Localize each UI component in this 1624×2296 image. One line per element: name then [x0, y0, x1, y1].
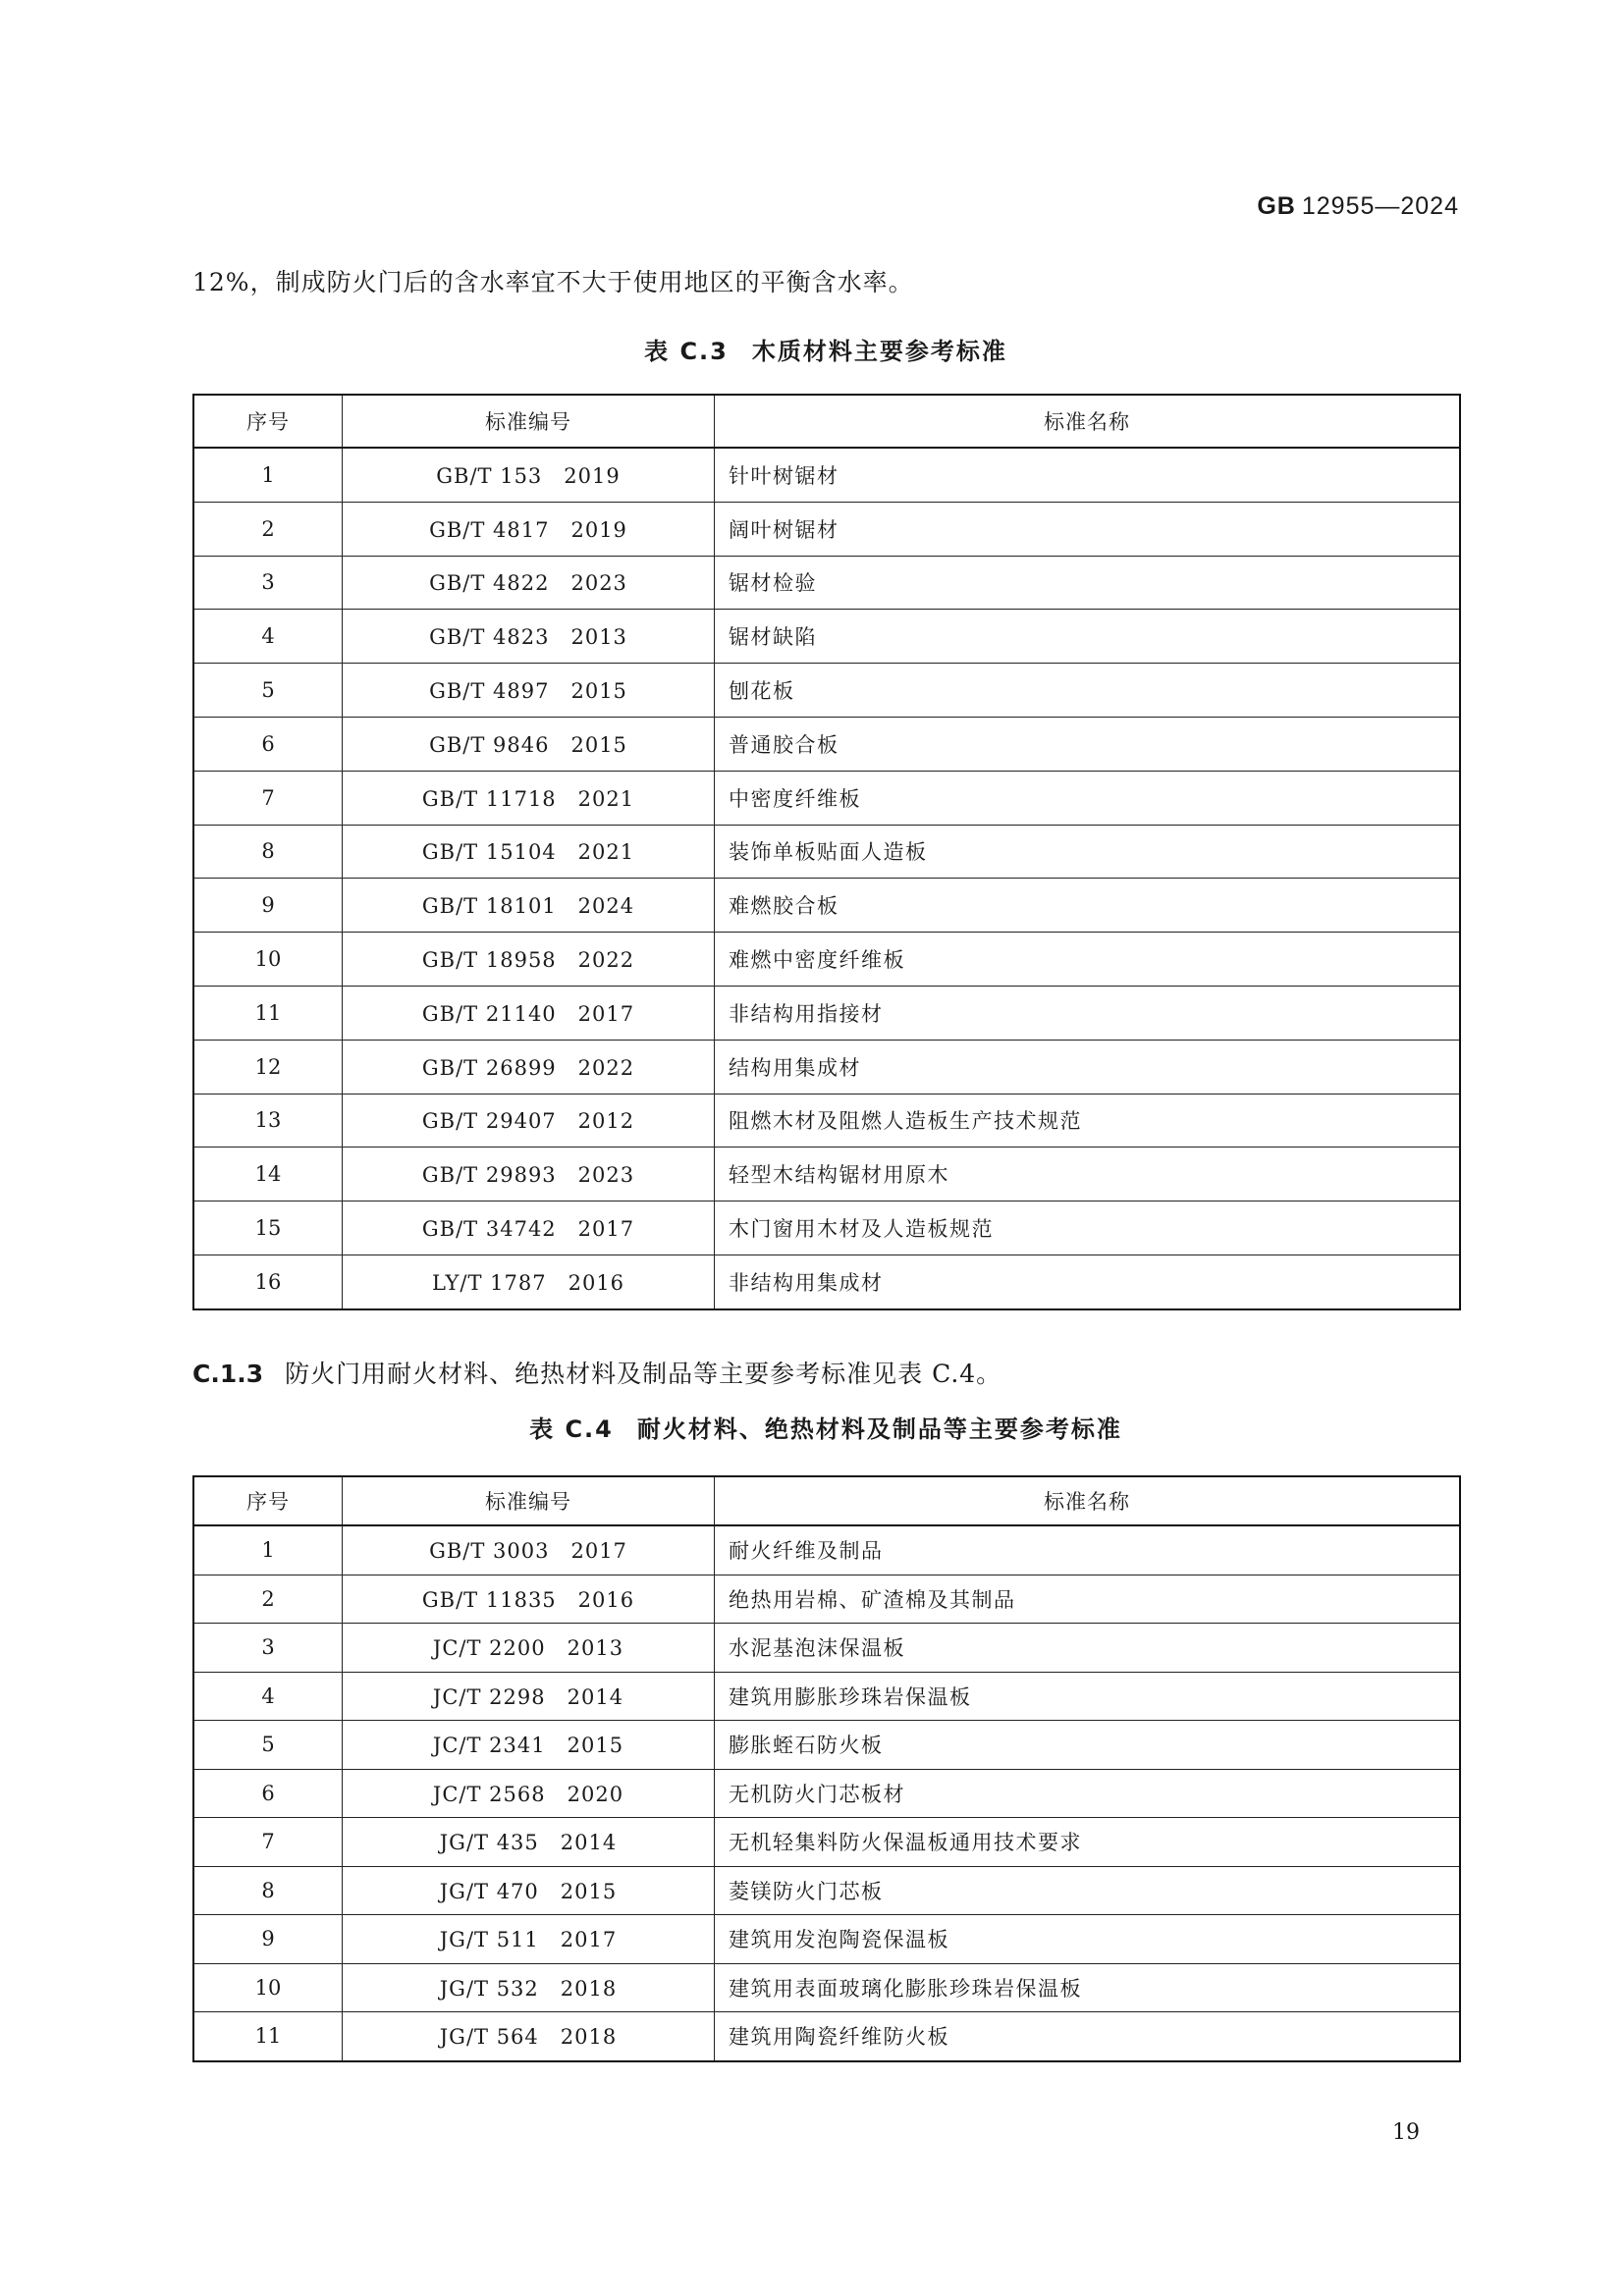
standard-code: JG/T 532 2018: [343, 1963, 715, 2012]
standard-name: 非结构用集成材: [715, 1255, 1461, 1308]
row-number: 2: [193, 1575, 343, 1624]
standard-code: GB/T 21140 2017: [343, 986, 715, 1040]
standard-code: GB/T 153 2019: [343, 448, 715, 502]
standard-code: GB/T 26899 2022: [343, 1040, 715, 1094]
standard-name: 锯材检验: [715, 556, 1461, 610]
table-row: [193, 933, 1460, 987]
table-row: [193, 1094, 1460, 1148]
table-c4-caption-label: 表 C.4: [529, 1415, 614, 1443]
standard-name: 难燃胶合板: [715, 879, 1461, 933]
column-header-code: 标准编号: [343, 1476, 715, 1525]
standard-code: JC/T 2200 2013: [343, 1624, 715, 1673]
standard-number: 12955—2024: [1301, 192, 1459, 220]
row-number: 7: [193, 771, 343, 825]
row-number: 5: [193, 664, 343, 718]
clause-c13: [192, 1355, 1001, 1390]
standard-code: JG/T 564 2018: [343, 2012, 715, 2061]
row-number: 6: [193, 717, 343, 771]
standard-name: 难燃中密度纤维板: [715, 933, 1461, 987]
standard-name: 膨胀蛭石防火板: [715, 1721, 1461, 1770]
row-number: 11: [193, 986, 343, 1040]
table-row: [193, 610, 1460, 664]
row-number: 10: [193, 1963, 343, 2012]
table-row: [193, 1672, 1460, 1721]
column-header-name: 标准名称: [715, 395, 1461, 448]
table-row: [193, 2012, 1460, 2061]
standard-code: LY/T 1787 2016: [343, 1255, 715, 1308]
standard-code: JG/T 511 2017: [343, 1915, 715, 1964]
standard-name: 建筑用膨胀珍珠岩保温板: [715, 1672, 1461, 1721]
table-c3: [192, 394, 1461, 1310]
table-c3-caption-title: 木质材料主要参考标准: [751, 338, 1007, 365]
table-c4-caption: [192, 1410, 1459, 1444]
standard-code: GB/T 4817 2019: [343, 502, 715, 556]
standard-code: GB/T 11835 2016: [343, 1575, 715, 1624]
table-row: [193, 986, 1460, 1040]
standard-code: JC/T 2568 2020: [343, 1769, 715, 1818]
standard-code: JC/T 2341 2015: [343, 1721, 715, 1770]
standard-code: GB/T 29893 2023: [343, 1148, 715, 1201]
table-header-row: [193, 1476, 1460, 1525]
row-number: 13: [193, 1094, 343, 1148]
row-number: 14: [193, 1148, 343, 1201]
clause-number: C.1.3: [192, 1360, 264, 1388]
row-number: 9: [193, 1915, 343, 1964]
row-number: 16: [193, 1255, 343, 1308]
table-c3-caption: [192, 332, 1459, 366]
table-row: [193, 1201, 1460, 1255]
standard-name: 刨花板: [715, 664, 1461, 718]
standard-name: 建筑用表面玻璃化膨胀珍珠岩保温板: [715, 1963, 1461, 2012]
column-header-no: 序号: [193, 395, 343, 448]
table-row: [193, 448, 1460, 502]
standard-name: 中密度纤维板: [715, 771, 1461, 825]
row-number: 2: [193, 502, 343, 556]
standard-code: GB/T 4823 2013: [343, 610, 715, 664]
column-header-no: 序号: [193, 1476, 343, 1525]
table-c4-caption-title: 耐火材料、绝热材料及制品等主要参考标准: [636, 1415, 1122, 1443]
standard-code: GB/T 15104 2021: [343, 825, 715, 879]
table-row: [193, 1866, 1460, 1915]
standard-code: JG/T 470 2015: [343, 1866, 715, 1915]
standard-code: GB/T 29407 2012: [343, 1094, 715, 1148]
table-c4: [192, 1475, 1461, 2062]
standard-code: GB/T 4897 2015: [343, 664, 715, 718]
intro-paragraph: 12%，制成防火门后的含水率宜不大于使用地区的平衡含水率。: [192, 268, 914, 296]
row-number: 15: [193, 1201, 343, 1255]
row-number: 3: [193, 556, 343, 610]
standard-name: 阻燃木材及阻燃人造板生产技术规范: [715, 1094, 1461, 1148]
table-row: [193, 717, 1460, 771]
standard-code: GB/T 4822 2023: [343, 556, 715, 610]
table-row: [193, 1040, 1460, 1094]
standard-name: 普通胶合板: [715, 717, 1461, 771]
standard-code: JC/T 2298 2014: [343, 1672, 715, 1721]
row-number: 10: [193, 933, 343, 987]
standard-name: 无机防火门芯板材: [715, 1769, 1461, 1818]
standard-name: 水泥基泡沫保温板: [715, 1624, 1461, 1673]
table-row: [193, 1575, 1460, 1624]
standard-name: 耐火纤维及制品: [715, 1525, 1461, 1575]
standard-code: GB/T 18101 2024: [343, 879, 715, 933]
row-number: 11: [193, 2012, 343, 2061]
page-number: 19: [1392, 2120, 1420, 2145]
standard-name: 结构用集成材: [715, 1040, 1461, 1094]
standard-name: 锯材缺陷: [715, 610, 1461, 664]
row-number: 1: [193, 448, 343, 502]
standard-name: 木门窗用木材及人造板规范: [715, 1201, 1461, 1255]
table-row: [193, 1525, 1460, 1575]
standard-name: 针叶树锯材: [715, 448, 1461, 502]
column-header-name: 标准名称: [715, 1476, 1461, 1525]
row-number: 3: [193, 1624, 343, 1673]
standard-code: GB/T 11718 2021: [343, 771, 715, 825]
clause-text: 防火门用耐火材料、绝热材料及制品等主要参考标准见表 C.4。: [285, 1360, 1002, 1388]
table-row: [193, 1769, 1460, 1818]
standard-prefix: GB: [1257, 192, 1296, 220]
table-row: [193, 771, 1460, 825]
standard-name: 无机轻集料防火保温板通用技术要求: [715, 1818, 1461, 1867]
row-number: 4: [193, 1672, 343, 1721]
table-row: [193, 1818, 1460, 1867]
standard-name: 建筑用陶瓷纤维防火板: [715, 2012, 1461, 2061]
table-row: [193, 825, 1460, 879]
standard-name: 轻型木结构锯材用原木: [715, 1148, 1461, 1201]
standard-code: GB/T 34742 2017: [343, 1201, 715, 1255]
table-header-row: [193, 395, 1460, 448]
row-number: 5: [193, 1721, 343, 1770]
standard-name: 绝热用岩棉、矿渣棉及其制品: [715, 1575, 1461, 1624]
standard-name: 阔叶树锯材: [715, 502, 1461, 556]
table-c3-caption-label: 表 C.3: [644, 338, 729, 365]
table-row: [193, 1721, 1460, 1770]
standard-name: 建筑用发泡陶瓷保温板: [715, 1915, 1461, 1964]
table-row: [193, 664, 1460, 718]
table-row: [193, 1148, 1460, 1201]
table-row: [193, 1963, 1460, 2012]
table-row: [193, 502, 1460, 556]
row-number: 7: [193, 1818, 343, 1867]
document-standard-code: [1257, 192, 1459, 221]
column-header-code: 标准编号: [343, 395, 715, 448]
standard-code: GB/T 9846 2015: [343, 717, 715, 771]
row-number: 8: [193, 1866, 343, 1915]
table-row: [193, 879, 1460, 933]
table-row: [193, 556, 1460, 610]
row-number: 4: [193, 610, 343, 664]
row-number: 1: [193, 1525, 343, 1575]
standard-code: GB/T 18958 2022: [343, 933, 715, 987]
standard-name: 装饰单板贴面人造板: [715, 825, 1461, 879]
row-number: 9: [193, 879, 343, 933]
row-number: 8: [193, 825, 343, 879]
row-number: 6: [193, 1769, 343, 1818]
table-row: [193, 1255, 1460, 1308]
standard-code: GB/T 3003 2017: [343, 1525, 715, 1575]
standard-name: 菱镁防火门芯板: [715, 1866, 1461, 1915]
row-number: 12: [193, 1040, 343, 1094]
table-row: [193, 1624, 1460, 1673]
standard-code: JG/T 435 2014: [343, 1818, 715, 1867]
standard-name: 非结构用指接材: [715, 986, 1461, 1040]
table-row: [193, 1915, 1460, 1964]
